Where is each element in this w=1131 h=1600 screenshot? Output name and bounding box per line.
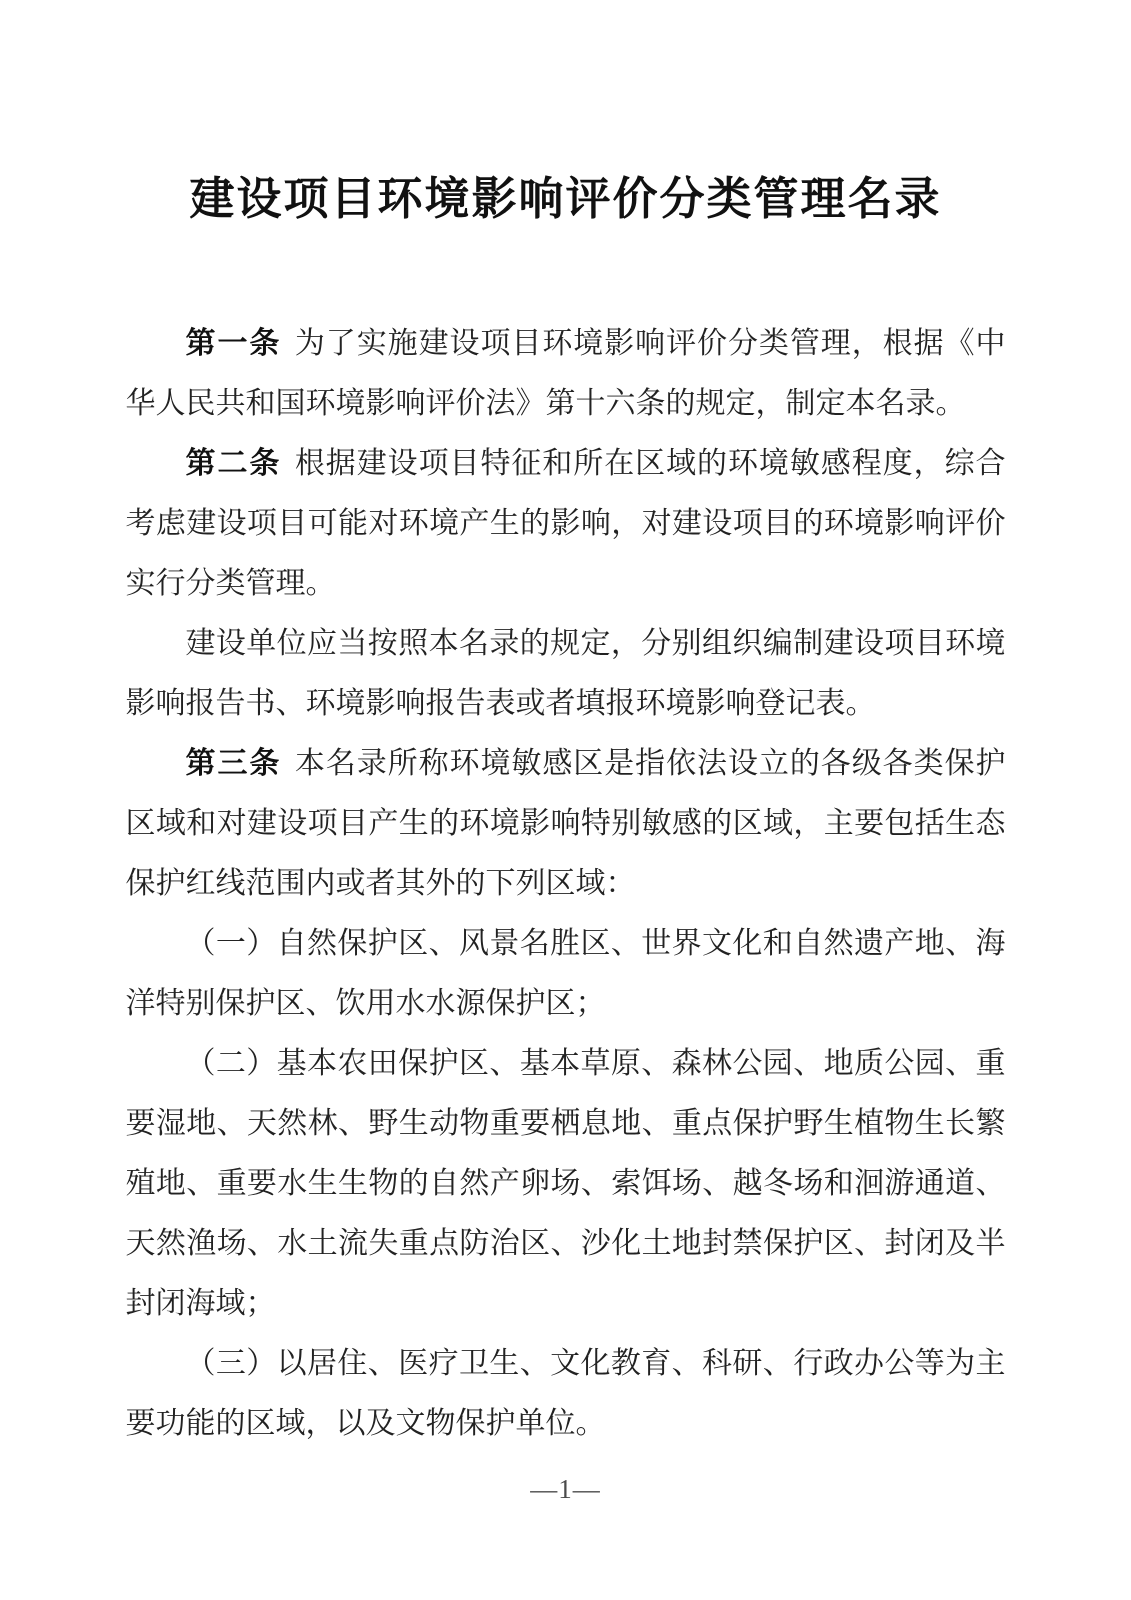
- paragraph-text: （三）以居住、医疗卫生、文化教育、科研、行政办公等为主要功能的区域，以及文物保护单位。: [125, 1347, 1006, 1440]
- page-number: —1—: [530, 1474, 601, 1504]
- paragraph: [126, 734, 1006, 914]
- article-label: 第二条: [185, 447, 282, 480]
- paragraph-text: 为了实施建设项目环境影响评价分类管理，根据《中华人民共和国环境影响评价法》第十六条的规定，制定本名录。: [125, 327, 1006, 420]
- paragraph: [126, 314, 1006, 434]
- paragraph: [126, 1334, 1006, 1454]
- paragraph: [126, 914, 1006, 1034]
- paragraph-text: 建设单位应当按照本名录的规定，分别组织编制建设项目环境影响报告书、环境影响报告表或者填报环境影响登记表。: [125, 627, 1006, 720]
- document-title: 建设项目环境影响评价分类管理名录: [189, 174, 942, 224]
- paragraph: [126, 434, 1006, 614]
- article-label: 第三条: [185, 747, 282, 780]
- paragraph: [126, 614, 1006, 734]
- paragraph: [126, 1034, 1006, 1334]
- paragraph-text: 根据建设项目特征和所在区域的环境敏感程度，综合考虑建设项目可能对环境产生的影响，对建设项目的环境影响评价实行分类管理。: [125, 447, 1006, 600]
- document-body: [126, 314, 1006, 1454]
- article-label: 第一条: [185, 327, 282, 360]
- paragraph-text: 本名录所称环境敏感区是指依法设立的各级各类保护区域和对建设项目产生的环境影响特别敏感的区域，主要包括生态保护红线范围内或者其外的下列区域：: [125, 747, 1006, 900]
- paragraph-text: （二）基本农田保护区、基本草原、森林公园、地质公园、重要湿地、天然林、野生动物重要栖息地、重点保护野生植物生长繁殖地、重要水生生物的自然产卵场、索饵场、越冬场和洄游通道、天然渔场、水土流失重点防治区、沙化土地封禁保护区、封闭及半封闭海域；: [125, 1047, 1006, 1320]
- paragraph-text: （一）自然保护区、风景名胜区、世界文化和自然遗产地、海洋特别保护区、饮用水水源保护区；: [125, 927, 1006, 1020]
